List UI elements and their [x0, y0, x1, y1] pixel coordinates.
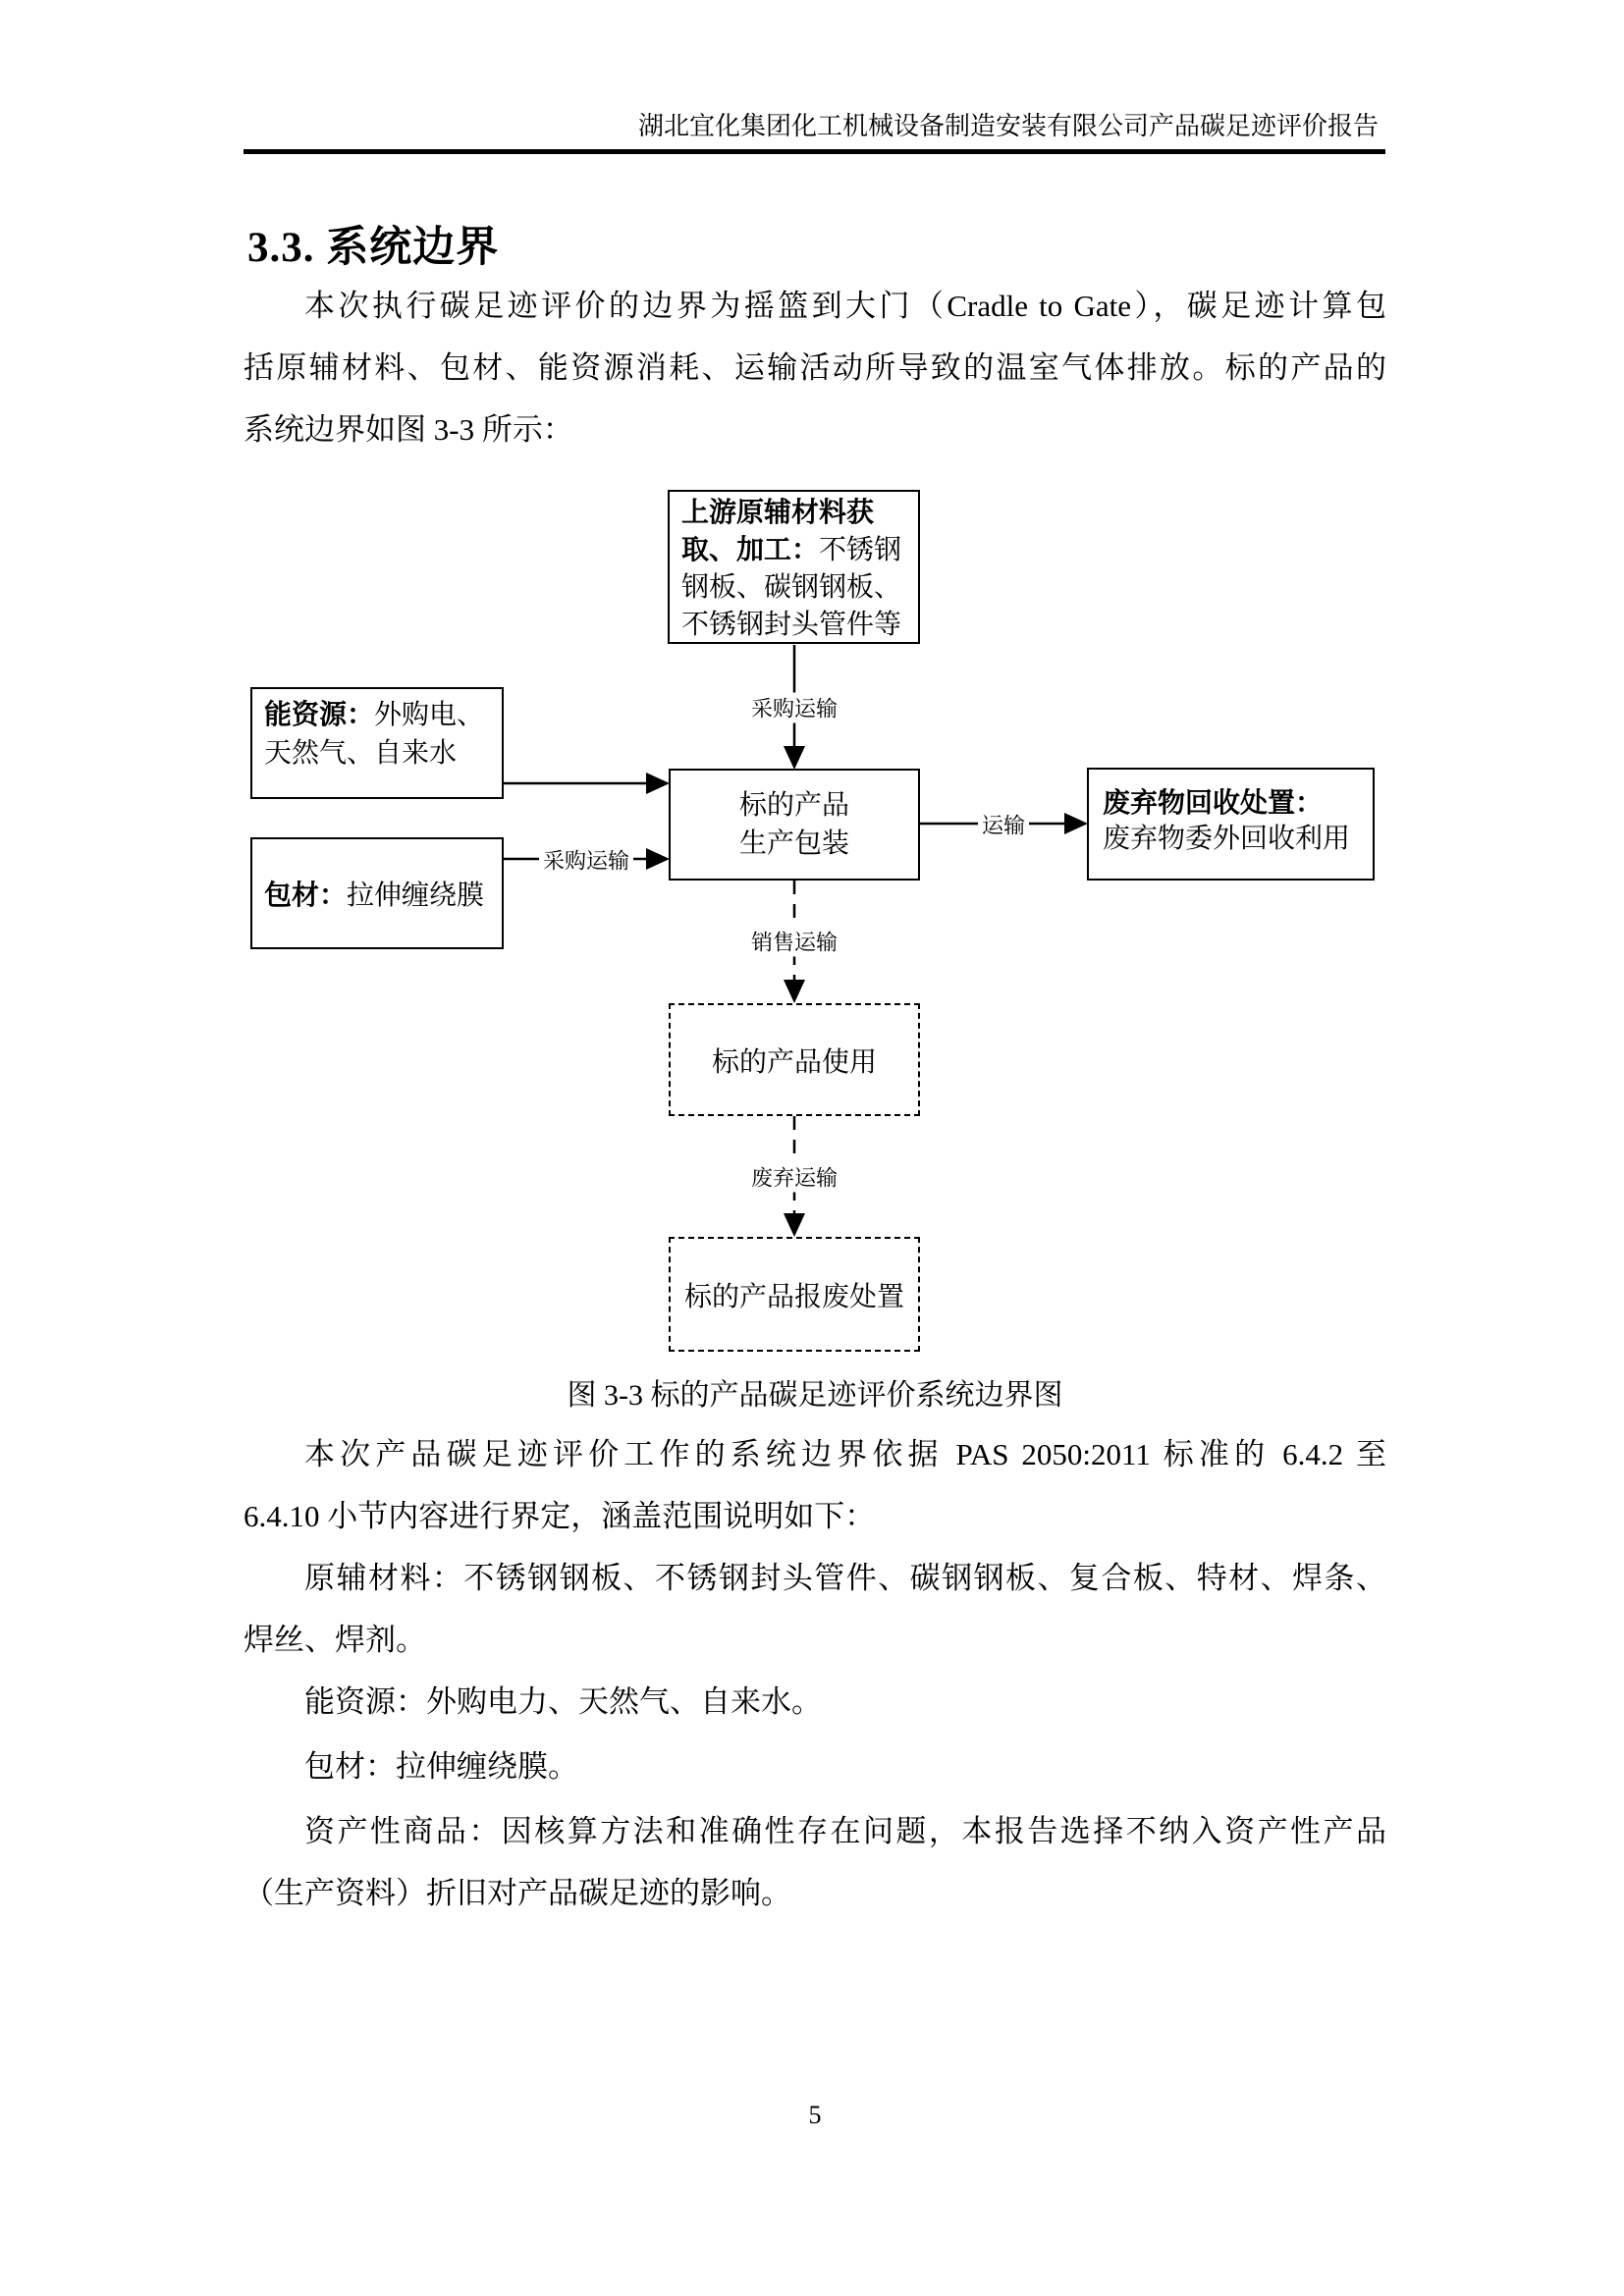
node-label-line1: 标的产品	[738, 790, 849, 821]
node-product-disposal	[669, 1237, 920, 1352]
node-label-rest: 废弃物委外回收利用	[1103, 824, 1351, 854]
paragraph-line: 资产性商品：因核算方法和准确性存在问题，本报告选择不纳入资产性产品	[304, 1814, 1386, 1848]
paragraph-line: 系统边界如图 3-3 所示：	[244, 412, 573, 447]
node-label-rest: 外购电、天然气、自来水	[264, 700, 485, 769]
node-packaging-material	[250, 837, 504, 949]
node-waste-recycling	[1087, 768, 1375, 881]
arrowhead-sales-transport	[784, 980, 805, 1003]
paragraph-packaging	[244, 1747, 1386, 1809]
node-label: 标的产品使用	[711, 1046, 877, 1078]
paragraph-line: （生产资料）折旧对产品碳足迹的影响。	[244, 1876, 791, 1910]
node-label-line2: 生产包装	[738, 828, 849, 859]
node-label-bold: 能资源：	[264, 700, 375, 730]
edge-label-procurement-top: 采购运输	[747, 693, 841, 723]
arrowhead-energy	[646, 773, 670, 794]
node-product-production-packaging	[669, 769, 920, 881]
node-product-use	[669, 1003, 920, 1116]
paragraph-capital-goods	[244, 1812, 1386, 1936]
node-label-bold: 包材：	[264, 881, 348, 911]
node-label: 标的产品报废处置	[683, 1281, 904, 1312]
edge-label-waste-transport: 废弃运输	[747, 1162, 841, 1193]
paragraph-line: 括原辅材料、包材、能资源消耗、运输活动所导致的温室气体排放。标的产品的	[244, 350, 1386, 385]
arrowhead-packaging	[646, 848, 670, 870]
paragraph-intro	[244, 287, 1386, 472]
arrowhead-transport	[1064, 813, 1088, 834]
paragraph-line: 本次产品碳足迹评价工作的系统边界依据 PAS 2050:2011 标准的 6.4.2 至	[304, 1437, 1386, 1471]
paragraph-line: 能资源：外购电力、天然气、自来水。	[304, 1684, 822, 1719]
section-heading: 3.3. 系统边界	[247, 225, 500, 271]
page-header-title: 湖北宜化集团化工机械设备制造安装有限公司产品碳足迹评价报告	[637, 112, 1379, 140]
node-label-rest: 拉伸缠绕膜	[347, 881, 485, 911]
node-energy-resources	[250, 687, 504, 799]
paragraph-boundary-basis	[244, 1435, 1386, 1559]
node-label-bold: 废弃物回收处置：	[1103, 788, 1324, 819]
paragraph-line: 6.4.10 小节内容进行界定，涵盖范围说明如下：	[244, 1499, 876, 1533]
arrowhead-waste-transport	[784, 1213, 805, 1237]
header-rule	[244, 149, 1385, 154]
edge-label-transport: 运输	[978, 810, 1029, 840]
node-upstream-materials	[668, 490, 920, 644]
page-number: 5	[808, 2101, 822, 2129]
paragraph-energy-resources	[244, 1682, 1386, 1744]
paragraph-line: 本次执行碳足迹评价的边界为摇篮到大门（Cradle to Gate），碳足迹计算包	[304, 289, 1386, 323]
arrowhead-procurement-top	[784, 746, 805, 770]
figure-caption: 图 3-3 标的产品碳足迹评价系统边界图	[567, 1379, 1063, 1412]
paragraph-raw-materials	[244, 1559, 1386, 1682]
node-label-rest: 不锈钢钢板、碳钢钢板、不锈钢封头管件等	[681, 535, 902, 640]
paragraph-line: 原辅材料：不锈钢钢板、不锈钢封头管件、碳钢钢板、复合板、特材、焊条、	[304, 1561, 1386, 1595]
edge-label-sales-transport: 销售运输	[747, 927, 841, 957]
edge-label-procurement-side: 采购运输	[539, 845, 633, 876]
paragraph-line: 焊丝、焊剂。	[244, 1623, 426, 1657]
node-label-bold: 上游原辅材料获取、加工：	[681, 498, 875, 565]
paragraph-line: 包材：拉伸缠绕膜。	[304, 1749, 578, 1784]
